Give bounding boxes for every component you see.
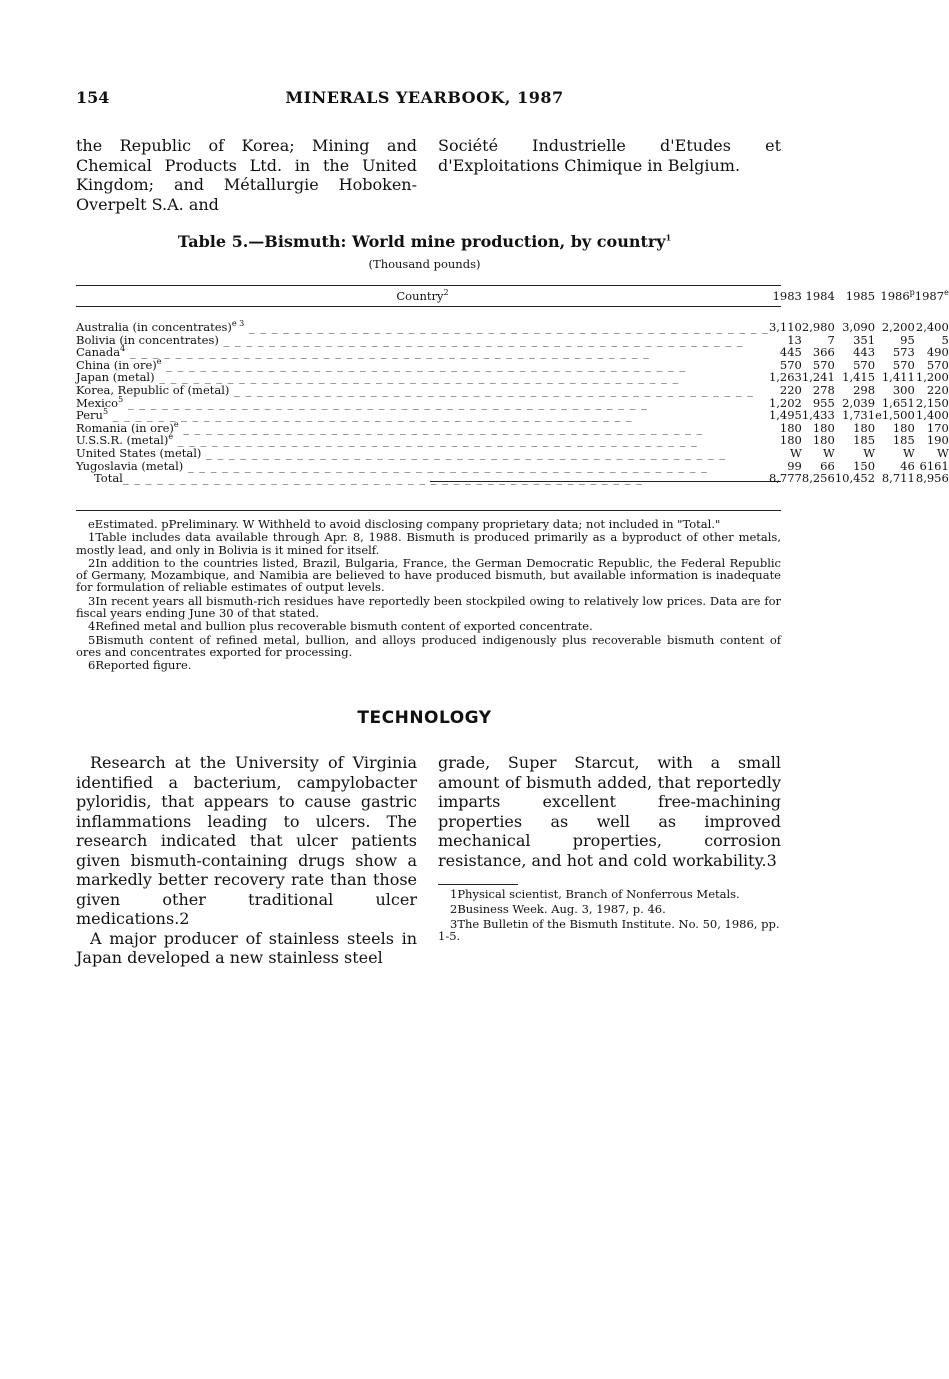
- value-cell: 490: [926, 345, 949, 360]
- value-cell: 1,411: [881, 370, 915, 385]
- footnote: 2In addition to the countries listed, Brazil, Bulgaria, France, the German Democratic Republic, the Federal Republic of Germany, Mozambique, and Namibia are believed to have produced bismuth, but available information is inadequate for formulation of reliable estimates of output levels.: [76, 555, 781, 595]
- column-header-year: [802, 285, 835, 307]
- intro-right-text: Société Industrielle d'Etudes et d'Exploitations Chimique in Belgium.: [438, 136, 781, 175]
- value-cell: 3,090: [842, 320, 876, 334]
- spacer-cell: [76, 307, 949, 321]
- value-cell: 1,651: [881, 395, 915, 410]
- value-cell: W: [902, 445, 915, 460]
- technology-paragraph: A major producer of stainless steels in Japan developed a new stainless steel: [76, 928, 417, 967]
- value-cell: 180: [812, 420, 835, 435]
- country-name: U.S.S.R. (metal): [76, 433, 169, 448]
- country-note: 5: [118, 394, 124, 404]
- value-cell: 185: [892, 433, 915, 448]
- total-value-cell: 8,711: [881, 471, 915, 486]
- country-name: Bolivia (in concentrates): [76, 332, 219, 347]
- country-name: Mexico: [76, 395, 119, 410]
- column-header-year-label: 1984: [805, 288, 835, 303]
- country-name: Peru: [76, 408, 103, 423]
- leader-dots: _ _ _ _ _ _ _ _ _ _ _ _ _ _ _ _ _ _ _ _ _ _ _ _ _ _ _ _ _ _ _ _ _ _ _ _ _ _ _ _ _ _ _ _ _ _: [154, 370, 680, 385]
- technology-paragraph: grade, Super Starcut, with a small amount of bismuth added, that reportedly imparts excellent free-machining properties as well as improved mechanical properties, corrosion resistance, and hot and cold workability.3: [438, 753, 781, 870]
- total-row: [76, 472, 949, 485]
- value-cell: 2,150: [915, 395, 949, 410]
- column-header-year: [915, 285, 949, 307]
- country-name: Australia (in concentrates): [76, 320, 232, 334]
- author-note: 3The Bulletin of the Bismuth Institute. No. 50, 1986, pp. 1-5.: [438, 916, 780, 944]
- leader-dots: _ _ _ _ _ _ _ _ _ _ _ _ _ _ _ _ _ _ _ _ _ _ _ _ _ _ _ _ _ _ _ _ _ _ _ _ _ _ _ _ _ _ _ _ _ _: [183, 458, 708, 473]
- leader-dots: _ _ _ _ _ _ _ _ _ _ _ _ _ _ _ _ _ _ _ _ _ _ _ _ _ _ _ _ _ _ _ _ _ _ _ _ _ _ _ _ _ _ _ _ _ _: [201, 445, 727, 460]
- value-cell: 220: [779, 382, 802, 397]
- value-cell: e1,500: [875, 408, 915, 423]
- country-name: Japan (metal): [76, 370, 155, 385]
- value-cell: 1,400: [915, 408, 949, 423]
- value-cell: 150: [853, 458, 876, 473]
- total-value-cell: 8,956: [915, 471, 949, 486]
- column-header-year-label: 1983: [772, 288, 802, 303]
- total-value-cell: 10,452: [834, 471, 876, 486]
- leader-dots: _ _ _ _ _ _ _ _ _ _ _ _ _ _ _ _ _ _ _ _ _ _ _ _ _ _ _ _ _ _ _ _ _ _ _ _ _ _ _ _ _ _ _ _ _ _: [173, 433, 698, 448]
- table-title: [0, 232, 849, 251]
- technology-right-column: [438, 753, 781, 870]
- country-name: Korea, Republic of (metal): [76, 382, 230, 397]
- value-cell: 570: [812, 357, 835, 372]
- value-cell: 570: [853, 357, 876, 372]
- page-number: 154: [76, 88, 110, 107]
- table-footnotes: [76, 518, 781, 673]
- value-cell: 6161: [919, 458, 949, 473]
- intro-left-text: the Republic of Korea; Mining and Chemical Products Ltd. in the United Kingdom; and Métallurgie Hoboken-Overpelt S.A. and: [76, 136, 417, 214]
- value-cell: 1,202: [768, 395, 802, 410]
- value-cell: 1,433: [801, 408, 835, 423]
- column-header-year-label: 1986: [880, 288, 910, 303]
- column-header-year: [875, 285, 915, 307]
- column-header-country: [76, 285, 769, 307]
- value-cell: 351: [853, 332, 876, 347]
- value-cell: 170: [926, 420, 949, 435]
- country-note: e 3: [231, 319, 245, 329]
- table-title-text: Table 5.—Bismuth: World mine production, by country: [177, 232, 666, 251]
- value-cell: 180: [779, 420, 802, 435]
- value-cell: 2,980: [801, 320, 835, 334]
- value-cell: 5: [941, 332, 949, 347]
- footnote: 3In recent years all bismuth-rich residues have reportedly been stockpiled owing to relatively low prices. Data are for fiscal years ending June 30 of that stated.: [76, 593, 781, 621]
- author-notes: [438, 888, 781, 945]
- total-label: Total: [94, 471, 123, 486]
- technology-left-column: [76, 753, 417, 968]
- value-cell: 190: [926, 433, 949, 448]
- column-header-year: [769, 285, 802, 307]
- column-header-country-note: 2: [443, 287, 449, 297]
- value-cell: 955: [812, 395, 835, 410]
- value-cell: 366: [812, 345, 835, 360]
- value-cell: 7: [827, 332, 835, 347]
- table-header-row: [76, 285, 949, 307]
- footnote: eEstimated. pPreliminary. W Withheld to avoid disclosing company proprietary data; not included in "Total.": [88, 517, 721, 531]
- value-cell: 1,415: [842, 370, 876, 385]
- table-subtitle: (Thousand pounds): [368, 257, 481, 271]
- country-note: e: [168, 432, 174, 442]
- technology-paragraph: Research at the University of Virginia identified a bacterium, campylobacter pyloridis, that appears to cause gastric inflammations leading to ulcers. The research indicated that ulcer patients given bismuth-containing drugs show a markedly better recovery rate than those given other traditional ulcer medications.2: [76, 753, 417, 928]
- value-cell: 66: [820, 458, 835, 473]
- value-cell: 180: [779, 433, 802, 448]
- value-cell: 180: [853, 420, 876, 435]
- country-name: China (in ore): [76, 357, 157, 372]
- country-name: United States (metal): [76, 445, 202, 460]
- author-notes-rule: [438, 884, 518, 885]
- value-cell: 445: [779, 345, 802, 360]
- value-cell: 570: [892, 357, 915, 372]
- value-cell: W: [863, 445, 876, 460]
- total-value-cell: 8,256: [801, 471, 835, 486]
- value-cell: W: [790, 445, 802, 460]
- column-header-year-note: p: [909, 287, 915, 297]
- country-note: 4: [120, 344, 126, 354]
- value-cell: 570: [926, 357, 949, 372]
- column-header-year-label: 1987: [914, 288, 945, 303]
- value-cell: 3,110: [768, 320, 802, 334]
- spacer-row: [76, 307, 949, 321]
- table-title-note: 1: [665, 232, 672, 243]
- value-cell: 298: [853, 382, 876, 397]
- footnote: 1Table includes data available through Apr. 8, 1988. Bismuth is produced primarily as a byproduct of other metals, mostly lead, and only in Bolivia is it mined for itself.: [76, 530, 781, 557]
- value-cell: W: [936, 445, 949, 460]
- value-cell: 570: [779, 357, 802, 372]
- leader-dots: _ _ _ _ _ _ _ _ _ _ _ _ _ _ _ _ _ _ _ _ _ _ _ _ _ _ _ _ _ _ _ _ _ _ _ _ _ _ _ _ _ _ _ _ _ _: [122, 471, 643, 486]
- leader-dots: _ _ _ _ _ _ _ _ _ _ _ _ _ _ _ _ _ _ _ _ _ _ _ _ _ _ _ _ _ _ _ _ _ _ _ _ _ _ _ _ _ _ _ _ _ _: [108, 408, 633, 423]
- leader-dots: _ _ _ _ _ _ _ _ _ _ _ _ _ _ _ _ _ _ _ _ _ _ _ _ _ _ _ _ _ _ _ _ _ _ _ _ _ _ _ _ _ _ _ _ _ _: [229, 382, 755, 397]
- running-title: MINERALS YEARBOOK, 1987: [285, 88, 564, 107]
- value-cell: 573: [892, 345, 915, 360]
- value-cell: 2,039: [842, 395, 876, 410]
- value-cell: 185: [853, 433, 876, 448]
- value-cell: 1,241: [801, 370, 835, 385]
- footnote: 4Refined metal and bullion plus recoverable bismuth content of exported concentrate.: [88, 619, 593, 634]
- value-cell: 220: [926, 382, 949, 397]
- total-value-cell: 8,777: [768, 471, 802, 486]
- footnote: 6Reported figure.: [88, 658, 192, 673]
- value-cell: 180: [892, 420, 915, 435]
- leader-dots: _ _ _ _ _ _ _ _ _ _ _ _ _ _ _ _ _ _ _ _ _ _ _ _ _ _ _ _ _ _ _ _ _ _ _ _ _ _ _ _ _ _ _ _ _ _: [161, 357, 687, 372]
- author-note: 1Physical scientist, Branch of Nonferrous Metals.: [450, 887, 740, 901]
- value-cell: 99: [787, 458, 802, 473]
- section-heading-technology: TECHNOLOGY: [357, 708, 492, 728]
- value-cell: 13: [787, 332, 802, 347]
- table-bottom-rule: [76, 510, 781, 511]
- leader-dots: _ _ _ _ _ _ _ _ _ _ _ _ _ _ _ _ _ _ _ _ _ _ _ _ _ _ _ _ _ _ _ _ _ _ _ _ _ _ _ _ _ _ _ _ _ _: [125, 345, 650, 360]
- leader-dots: _ _ _ _ _ _ _ _ _ _ _ _ _ _ _ _ _ _ _ _ _ _ _ _ _ _ _ _ _ _ _ _ _ _ _ _ _ _ _ _ _ _ _ _ _ _: [218, 332, 744, 347]
- country-name: Romania (in ore): [76, 420, 174, 435]
- value-cell: 300: [892, 382, 915, 397]
- country-note: e: [173, 419, 179, 429]
- production-table: [76, 285, 949, 485]
- value-cell: 46: [900, 458, 915, 473]
- column-header-year: [835, 285, 875, 307]
- column-header-country-text: Country: [396, 288, 444, 303]
- value-cell: 180: [812, 433, 835, 448]
- value-cell: 1,731: [842, 408, 876, 423]
- value-cell: 1,495: [768, 408, 802, 423]
- value-cell: 2,200: [881, 320, 915, 334]
- leader-dots: _ _ _ _ _ _ _ _ _ _ _ _ _ _ _ _ _ _ _ _ _ _ _ _ _ _ _ _ _ _ _ _ _ _ _ _ _ _ _ _ _ _ _ _ _ _: [123, 395, 648, 410]
- value-cell: W: [822, 445, 835, 460]
- country-note: 5: [102, 407, 109, 417]
- value-cell: 278: [812, 382, 835, 397]
- column-header-year-label: 1985: [845, 288, 876, 303]
- value-cell: 1,263: [768, 370, 802, 385]
- total-label-cell: [76, 472, 769, 485]
- value-cell: 2,400: [915, 320, 949, 334]
- footnote: 5Bismuth content of refined metal, bullion, and alloys produced indigenously plus recoverable bismuth content of ores and concentrates exported for processing.: [76, 632, 781, 659]
- country-name: Canada: [76, 345, 121, 360]
- country-name: Yugoslavia (metal): [76, 458, 184, 473]
- value-cell: 95: [900, 332, 915, 347]
- leader-dots: _ _ _ _ _ _ _ _ _ _ _ _ _ _ _ _ _ _ _ _ _ _ _ _ _ _ _ _ _ _ _ _ _ _ _ _ _ _ _ _ _ _ _ _ _ _: [244, 320, 769, 334]
- value-cell: 443: [853, 345, 876, 360]
- country-note: e: [156, 356, 162, 366]
- leader-dots: _ _ _ _ _ _ _ _ _ _ _ _ _ _ _ _ _ _ _ _ _ _ _ _ _ _ _ _ _ _ _ _ _ _ _ _ _ _ _ _ _ _ _ _ _ _: [178, 420, 704, 435]
- author-note: 2Business Week. Aug. 3, 1987, p. 46.: [450, 901, 666, 916]
- value-cell: 1,200: [915, 370, 949, 385]
- column-header-year-note: e: [944, 287, 949, 297]
